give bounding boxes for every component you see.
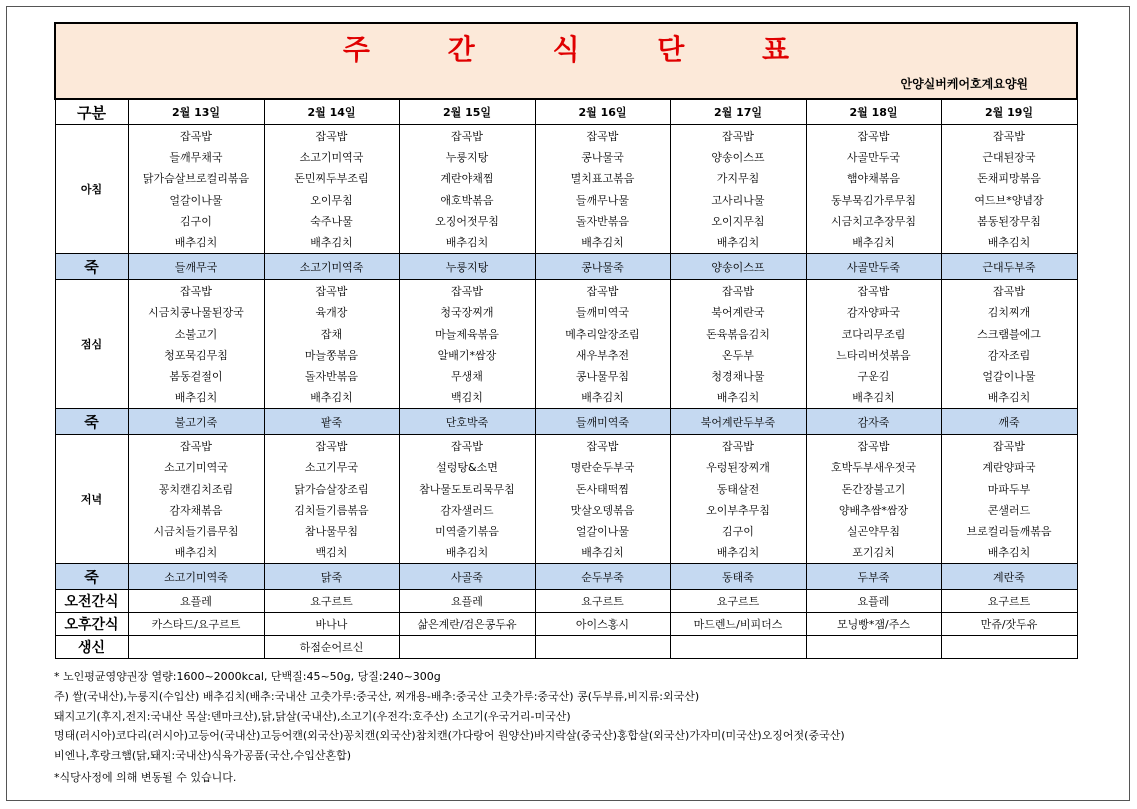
snack-cell: 요구르트 (670, 590, 806, 613)
snack-cell: 모닝빵*잼/주스 (806, 613, 941, 636)
porridge-cell: 닭죽 (264, 564, 399, 590)
dish-cell (806, 435, 941, 564)
porridge-cell: 소고기미역죽 (128, 564, 264, 590)
dish-item: 사골만두국 (846, 151, 901, 165)
snack-cell: 만쥬/잣두유 (941, 613, 1077, 636)
dish-item: 백김치 (315, 546, 348, 560)
porridge-row (55, 254, 1077, 280)
dish-item: 얼갈이나물 (982, 369, 1036, 383)
dish-item: 청경채나물 (711, 369, 765, 383)
birthday-cell (535, 636, 670, 659)
dish-item: 구운김 (857, 369, 890, 383)
snack-cell: 삶은계란/검은콩두유 (399, 613, 535, 636)
dish-item: 감자샐러드 (440, 503, 494, 517)
dish-item: 잡곡밥 (451, 285, 483, 299)
dish-item: 콘샐러드 (987, 503, 1031, 517)
dish-item: 배추김치 (174, 235, 218, 249)
dish-item: 마파두부 (987, 482, 1031, 496)
meal-label: 아침 (55, 125, 128, 254)
dish-item: 누룽지탕 (445, 151, 489, 165)
meal-label: 저녁 (55, 435, 128, 564)
dish-item: 계란양파국 (982, 461, 1036, 475)
snack-cell: 요플레 (806, 590, 941, 613)
dish-cell (399, 435, 535, 564)
dish-item: 돈간장불고기 (841, 482, 906, 496)
dish-item: 시금치들기름무침 (153, 525, 239, 538)
dish-item: 배추김치 (174, 391, 218, 405)
lunch-row (55, 280, 1077, 409)
birthday-cell (670, 636, 806, 659)
dish-item: 잡곡밥 (586, 285, 619, 299)
morning-snack-row (55, 590, 1077, 613)
porridge-cell: 팥죽 (264, 409, 399, 435)
dish-cell (399, 280, 535, 409)
dish-item: 잡곡밥 (722, 285, 754, 299)
dish-cell (264, 125, 399, 254)
dish-item: 새우부추전 (575, 348, 630, 362)
dish-cell (399, 125, 535, 254)
dish-item: 숙주나물 (310, 214, 353, 228)
dish-item: 오이무침 (310, 193, 353, 207)
porridge-cell: 순두부죽 (535, 564, 670, 590)
date-header: 2월 13일 (128, 99, 264, 125)
dish-item: 느타리버섯볶음 (836, 348, 911, 362)
row-label: 죽 (55, 254, 128, 280)
page-title: 주 간 식 단 표 (342, 33, 824, 66)
dish-cell (941, 125, 1077, 254)
dish-item: 김치들기름볶음 (294, 503, 369, 517)
dish-item: 꽁치캔김치조림 (158, 482, 234, 496)
dish-item: 소고기미역국 (164, 461, 228, 475)
dish-item: 브로컬리들깨볶음 (966, 525, 1052, 538)
dish-item: 백김치 (451, 391, 483, 405)
dish-item: 잡곡밥 (586, 440, 619, 454)
birthday-cell: 하점순어르신 (264, 636, 399, 659)
dish-cell (806, 280, 941, 409)
dish-item: 근대된장국 (982, 151, 1036, 165)
note-line: *식당사정에 의해 변동될 수 있습니다. (54, 770, 237, 784)
date-header: 2월 17일 (670, 99, 806, 125)
dish-item: 실곤약무침 (846, 525, 901, 538)
dish-item: 배추김치 (716, 235, 760, 249)
dish-item: 잡곡밥 (857, 440, 890, 454)
porridge-cell: 들깨미역죽 (535, 409, 670, 435)
dish-item: 잡곡밥 (315, 285, 348, 299)
dish-item: 북어계란국 (711, 306, 765, 320)
porridge-row (55, 409, 1077, 435)
dish-item: 청포묵김무침 (164, 348, 228, 362)
dish-item: 코다리무조림 (841, 327, 906, 341)
dish-item: 얼갈이나물 (575, 525, 630, 538)
dish-cell (264, 435, 399, 564)
dish-item: 돈사태떡찜 (575, 482, 630, 496)
dish-item: 호박두부새우젓국 (830, 461, 916, 475)
porridge-cell: 근대두부죽 (941, 254, 1077, 280)
dish-item: 돈육볶음김치 (706, 327, 770, 341)
dish-item: 콩나물국 (581, 151, 624, 165)
porridge-cell: 누룽지탕 (399, 254, 535, 280)
dish-item: 가지무침 (716, 172, 760, 186)
dish-item: 미역줄기볶음 (435, 525, 499, 538)
dish-item: 스크램블에그 (977, 327, 1041, 341)
dish-item: 잡곡밥 (993, 285, 1025, 299)
dish-item: 잡곡밥 (180, 130, 212, 143)
weekly-menu-table (54, 22, 1078, 659)
dish-item: 동태살전 (716, 482, 760, 496)
snack-cell: 요플레 (128, 590, 264, 613)
meal-label: 점심 (55, 280, 128, 409)
dish-item: 배추김치 (310, 235, 353, 249)
note-line: 주) 쌀(국내산),누룽지(수입산) 배추김치(배추:국내산 고춧가루:중국산, 찌개용-배추:중국산 고춧가루:중국산) 콩(두부류,비지류:외국산) (54, 689, 700, 703)
porridge-cell: 사골만두죽 (806, 254, 941, 280)
porridge-cell: 감자죽 (806, 409, 941, 435)
title-banner (55, 23, 1077, 99)
dish-cell (670, 435, 806, 564)
dish-item: 소고기미역국 (299, 151, 364, 165)
organization-name: 안양실버케어호계요양원 (900, 77, 1028, 91)
dish-item: 여드브*양념장 (974, 193, 1044, 207)
dish-item: 잡곡밥 (315, 130, 348, 143)
dish-item: 소불고기 (174, 327, 218, 341)
dish-item: 돈채피망볶음 (977, 172, 1041, 186)
dish-cell (670, 280, 806, 409)
header-label: 구분 (55, 99, 128, 125)
row-label: 죽 (55, 564, 128, 590)
dish-item: 마늘제육볶음 (435, 327, 499, 341)
row-label: 오전간식 (55, 590, 128, 613)
dish-item: 배추김치 (716, 391, 760, 405)
dish-item: 돈민찌두부조림 (294, 172, 369, 186)
note-line: * 노인평균영양권장 열량:1600~2000kcal, 단백질:45~50g, 당질:240~300g (54, 670, 441, 683)
dish-item: 콩나물무침 (575, 369, 630, 383)
snack-cell: 요구르트 (941, 590, 1077, 613)
dish-item: 배추김치 (581, 546, 624, 560)
dish-item: 봄동겉절이 (169, 369, 223, 383)
dish-item: 돌자반볶음 (575, 214, 630, 228)
dish-cell (670, 125, 806, 254)
dish-item: 김구이 (180, 214, 212, 228)
dish-cell (264, 280, 399, 409)
dish-item: 배추김치 (716, 546, 760, 560)
dish-item: 포기김치 (852, 546, 895, 560)
dish-item: 잡곡밥 (993, 440, 1025, 454)
dish-cell (941, 280, 1077, 409)
dish-item: 청국장찌개 (440, 306, 494, 320)
dish-item: 고사리나물 (711, 193, 765, 207)
dish-item: 오징어젓무침 (435, 214, 499, 228)
dish-item: 잡곡밥 (451, 440, 483, 454)
breakfast-row (55, 125, 1077, 254)
dish-cell (941, 435, 1077, 564)
snack-cell: 요플레 (399, 590, 535, 613)
snack-cell: 바나나 (264, 613, 399, 636)
notes-section (54, 667, 1084, 788)
dish-item: 돌자반볶음 (304, 369, 359, 383)
dish-item: 김치찌개 (987, 306, 1031, 320)
dish-cell (128, 125, 264, 254)
afternoon-snack-row (55, 613, 1077, 636)
dish-item: 잡곡밥 (180, 285, 212, 299)
birthday-cell (399, 636, 535, 659)
dish-item: 무생채 (451, 369, 483, 383)
dish-item: 배추김치 (581, 235, 624, 249)
porridge-cell: 사골죽 (399, 564, 535, 590)
dish-item: 오이부추무침 (706, 503, 770, 517)
snack-cell: 카스타드/요구르트 (128, 613, 264, 636)
dish-cell (535, 435, 670, 564)
snack-cell: 아이스홍시 (535, 613, 670, 636)
dish-item: 알배기*쌈장 (437, 348, 497, 362)
dish-cell (535, 125, 670, 254)
porridge-cell: 단호박죽 (399, 409, 535, 435)
dish-item: 동부묵김가루무침 (830, 193, 916, 207)
dish-item: 양배추쌈*쌈장 (838, 503, 909, 517)
porridge-cell: 계란죽 (941, 564, 1077, 590)
date-header-row (55, 99, 1077, 125)
dish-item: 배추김치 (987, 235, 1031, 249)
date-header: 2월 19일 (941, 99, 1077, 125)
dinner-row (55, 435, 1077, 564)
dish-item: 잡곡밥 (857, 285, 890, 299)
dish-item: 메추리알장조림 (565, 327, 640, 341)
dish-item: 멸치표고볶음 (570, 172, 635, 186)
dish-cell (806, 125, 941, 254)
dish-item: 들깨미역국 (575, 306, 630, 320)
porridge-cell: 동태죽 (670, 564, 806, 590)
porridge-row (55, 564, 1077, 590)
dish-item: 잡곡밥 (722, 130, 754, 143)
row-label: 죽 (55, 409, 128, 435)
dish-item: 얼갈이나물 (169, 193, 223, 207)
porridge-cell: 두부죽 (806, 564, 941, 590)
dish-cell (128, 280, 264, 409)
snack-cell: 마드렌느/비피더스 (670, 613, 806, 636)
dish-item: 참나물무침 (304, 525, 359, 538)
dish-item: 배추김치 (581, 391, 624, 405)
dish-item: 들깨무채국 (169, 151, 223, 165)
dish-item: 햄야채볶음 (846, 172, 901, 186)
dish-item: 우렁된장찌개 (706, 461, 770, 475)
date-header: 2월 14일 (264, 99, 399, 125)
dish-cell (128, 435, 264, 564)
dish-item: 온두부 (722, 348, 754, 362)
note-line: 명태(러시아)코다리(러시아)고등어(국내산)고등어캔(외국산)꽁치캔(외국산)참치캔(가다랑어 원양산)바지락살(중국산)홍합살(외국산)가자미(미국산)오징어젓(중국산) (54, 729, 845, 743)
dish-item: 시금치콩나물된장국 (148, 306, 244, 320)
dish-item: 배추김치 (310, 391, 353, 405)
dish-item: 마늘쫑볶음 (304, 348, 359, 362)
dish-item: 잡곡밥 (180, 440, 212, 454)
note-line: 돼지고기(후지,전지:국내산 목살:덴마크산),닭,닭살(국내산),소고기(우전각:호주산) 소고기(우국거리-미국산) (54, 709, 571, 723)
snack-cell: 요구르트 (264, 590, 399, 613)
dish-item: 참나물도토리묵무침 (419, 482, 515, 496)
note-line: 비엔나,후랑크햄(닭,돼지:국내산)식육가공품(국산,수입산혼합) (54, 749, 352, 763)
dish-item: 시금치고추장무침 (830, 214, 916, 228)
dish-item: 오이지무침 (711, 214, 765, 228)
dish-item: 명란순두부국 (570, 461, 635, 475)
dish-item: 잡곡밥 (586, 130, 619, 143)
row-label: 오후간식 (55, 613, 128, 636)
porridge-cell: 불고기죽 (128, 409, 264, 435)
dish-item: 들깨무나물 (575, 193, 630, 207)
birthday-cell (806, 636, 941, 659)
dish-item: 양송이스프 (711, 151, 765, 165)
dish-item: 감자채볶음 (169, 503, 223, 517)
dish-item: 잡곡밥 (857, 130, 890, 143)
dish-item: 맛살오뎅볶음 (570, 503, 635, 517)
dish-item: 감자양파국 (846, 306, 901, 320)
dish-item: 감자조림 (987, 348, 1031, 362)
porridge-cell: 콩나물죽 (535, 254, 670, 280)
row-label: 생신 (55, 636, 128, 659)
dish-item: 닭가슴살브로컬리볶음 (142, 172, 250, 186)
dish-item: 배추김치 (987, 391, 1031, 405)
date-header: 2월 15일 (399, 99, 535, 125)
dish-item: 배추김치 (445, 546, 489, 560)
dish-item: 배추김치 (445, 235, 489, 249)
dish-item: 배추김치 (174, 546, 218, 560)
dish-item: 배추김치 (987, 546, 1031, 560)
dish-item: 설렁탕&소면 (436, 461, 498, 475)
dish-item: 애호박볶음 (440, 193, 494, 207)
porridge-cell: 깨죽 (941, 409, 1077, 435)
dish-cell (535, 280, 670, 409)
porridge-cell: 소고기미역죽 (264, 254, 399, 280)
dish-item: 잡채 (320, 327, 343, 341)
birthday-row (55, 636, 1077, 659)
date-header: 2월 16일 (535, 99, 670, 125)
dish-item: 잡곡밥 (451, 130, 483, 143)
porridge-cell: 양송이스프 (670, 254, 806, 280)
dish-item: 잡곡밥 (993, 130, 1025, 143)
date-header: 2월 18일 (806, 99, 941, 125)
dish-item: 소고기무국 (304, 461, 359, 475)
dish-item: 잡곡밥 (722, 440, 754, 454)
porridge-cell: 북어계란두부죽 (670, 409, 806, 435)
snack-cell: 요구르트 (535, 590, 670, 613)
dish-item: 닭가슴살장조림 (294, 482, 369, 496)
dish-item: 김구이 (722, 525, 754, 538)
dish-item: 계란야채찜 (440, 172, 494, 186)
dish-item: 잡곡밥 (315, 440, 348, 454)
dish-item: 육개장 (315, 306, 348, 320)
porridge-cell: 들깨무국 (128, 254, 264, 280)
dish-item: 배추김치 (852, 235, 895, 249)
dish-item: 배추김치 (852, 391, 895, 405)
birthday-cell (941, 636, 1077, 659)
dish-item: 봄동된장무침 (977, 214, 1041, 228)
birthday-cell (128, 636, 264, 659)
